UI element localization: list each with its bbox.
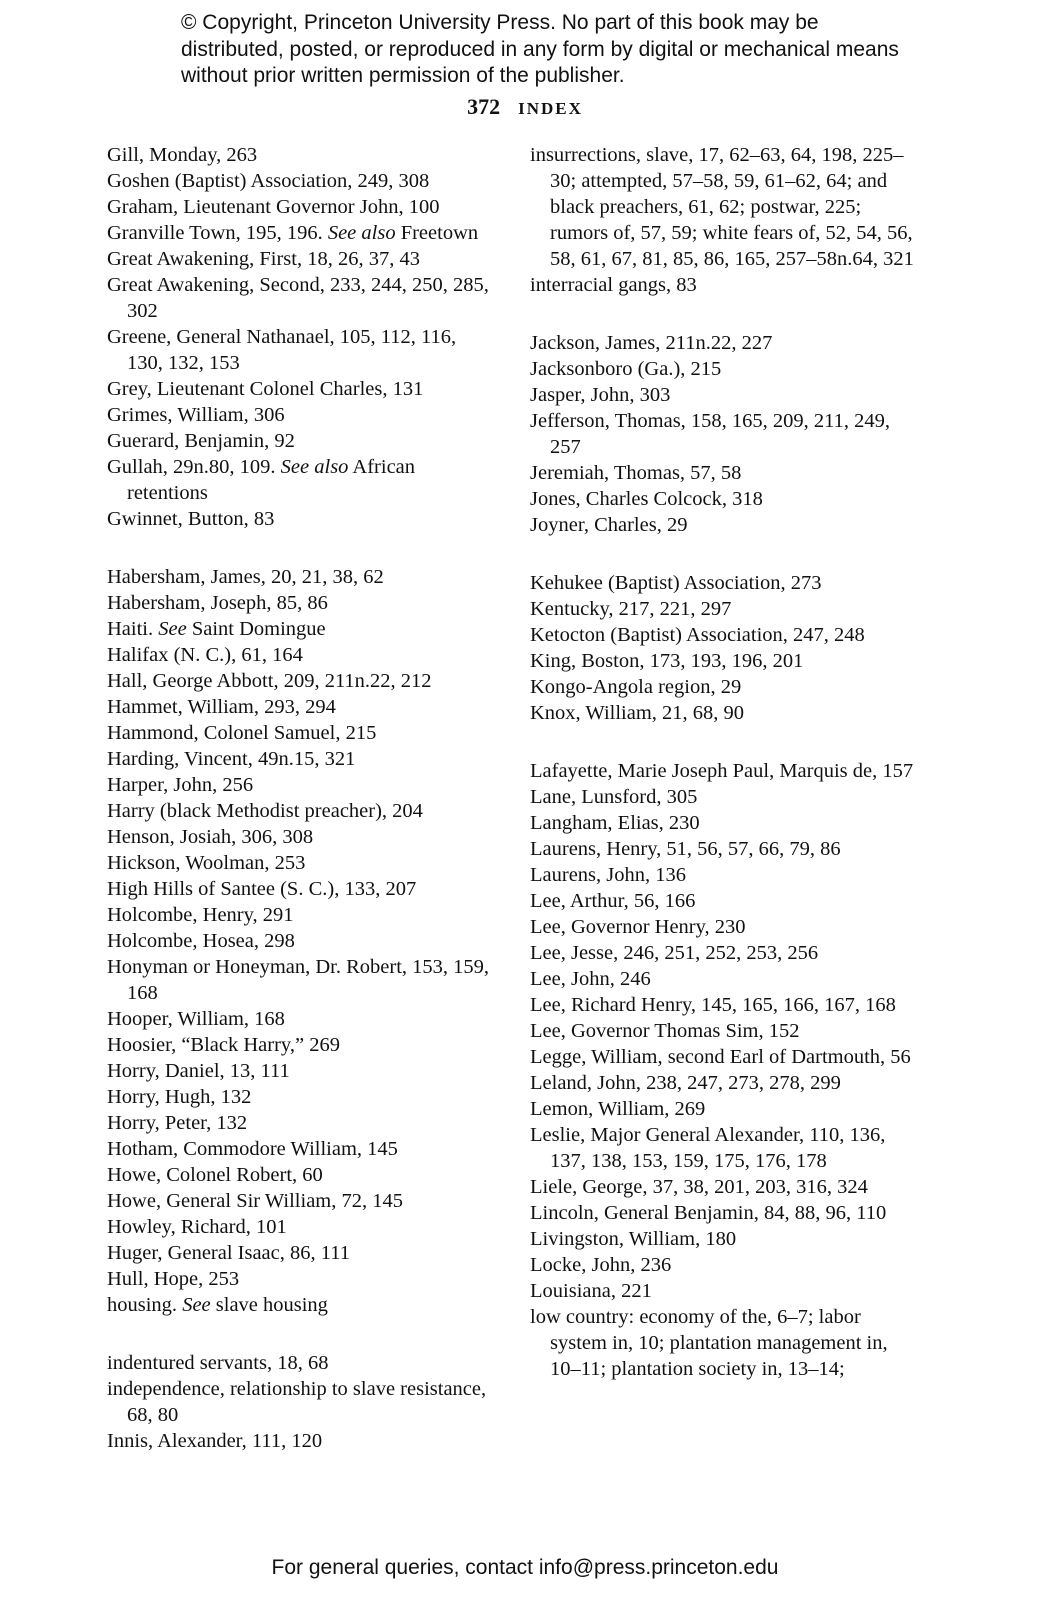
index-entry: Graham, Lieutenant Governor John, 100	[107, 196, 440, 218]
index-entry: Horry, Hugh, 132	[107, 1086, 252, 1108]
index-entry: Granville Town, 195, 196. See also Freetown	[107, 222, 479, 244]
index-entry: Lemon, William, 269	[530, 1098, 706, 1120]
index-entry: Lee, Arthur, 56, 166	[530, 890, 696, 912]
index-entry: Langham, Elias, 230	[530, 812, 700, 834]
index-section-g	[107, 142, 497, 532]
index-entry: Habersham, James, 20, 21, 38, 62	[107, 566, 384, 588]
index-section-h	[107, 564, 497, 1318]
index-entry: indentured servants, 18, 68	[107, 1352, 329, 1374]
index-entry: independence, relationship to slave resistance, 68, 80	[107, 1378, 487, 1426]
index-section-i-continued	[530, 142, 922, 298]
index-column-right	[530, 142, 922, 1382]
index-entry: King, Boston, 173, 193, 196, 201	[530, 650, 804, 672]
cross-reference: See	[158, 618, 187, 640]
index-entry: Habersham, Joseph, 85, 86	[107, 592, 328, 614]
index-entry: Great Awakening, Second, 233, 244, 250, 285, 302	[107, 274, 489, 322]
index-entry: Howley, Richard, 101	[107, 1216, 287, 1238]
index-entry: Joyner, Charles, 29	[530, 514, 688, 536]
index-entry: Ketocton (Baptist) Association, 247, 248	[530, 624, 865, 646]
index-entry: Jefferson, Thomas, 158, 165, 209, 211, 249, 257	[530, 410, 891, 458]
index-entry: Hotham, Commodore William, 145	[107, 1138, 398, 1160]
index-entry: Kentucky, 217, 221, 297	[530, 598, 732, 620]
index-entry: Kongo-Angola region, 29	[530, 676, 742, 698]
index-entry: Leslie, Major General Alexander, 110, 136, 137, 138, 153, 159, 175, 176, 178	[530, 1124, 886, 1172]
index-entry: Kehukee (Baptist) Association, 273	[530, 572, 822, 594]
index-entry: Louisiana, 221	[530, 1280, 652, 1302]
index-section-j	[530, 330, 922, 538]
copyright-notice: © Copyright, Princeton University Press. No part of this book may be distributed, posted, or reproduced in any form by digital or mechanical means without prior written permission of the publisher.	[181, 11, 899, 87]
index-column-left	[107, 142, 497, 1454]
index-entry: Guerard, Benjamin, 92	[107, 430, 295, 452]
index-entry: Hickson, Woolman, 253	[107, 852, 306, 874]
index-entry: Holcombe, Hosea, 298	[107, 930, 295, 952]
index-entry: Holcombe, Henry, 291	[107, 904, 294, 926]
index-entry: Hammond, Colonel Samuel, 215	[107, 722, 377, 744]
cross-reference: See	[182, 1294, 211, 1316]
index-entry: Knox, William, 21, 68, 90	[530, 702, 745, 724]
index-entry: Howe, General Sir William, 72, 145	[107, 1190, 403, 1212]
index-entry: Goshen (Baptist) Association, 249, 308	[107, 170, 430, 192]
index-entry: Henson, Josiah, 306, 308	[107, 826, 314, 848]
index-entry: Halifax (N. C.), 61, 164	[107, 644, 303, 666]
index-entry: Innis, Alexander, 111, 120	[107, 1430, 323, 1452]
index-entry: Hoosier, “Black Harry,” 269	[107, 1034, 340, 1056]
page-number: 372	[467, 94, 501, 119]
index-entry: Jasper, John, 303	[530, 384, 671, 406]
index-entry: Lee, Governor Henry, 230	[530, 916, 746, 938]
index-entry: Harding, Vincent, 49n.15, 321	[107, 748, 356, 770]
index-entry: Livingston, William, 180	[530, 1228, 737, 1250]
index-entry: Haiti. See Saint Domingue	[107, 618, 326, 640]
index-entry: Harper, John, 256	[107, 774, 254, 796]
index-entry: Hammet, William, 293, 294	[107, 696, 336, 718]
page-title: INDEX	[518, 99, 583, 118]
index-entry: housing. See slave housing	[107, 1294, 328, 1316]
index-entry: Lee, John, 246	[530, 968, 651, 990]
index-entry: Harry (black Methodist preacher), 204	[107, 800, 423, 822]
index-entry: Hull, Hope, 253	[107, 1268, 240, 1290]
index-entry: Leland, John, 238, 247, 273, 278, 299	[530, 1072, 841, 1094]
index-entry: Jones, Charles Colcock, 318	[530, 488, 763, 510]
index-entry: Jackson, James, 211n.22, 227	[530, 332, 773, 354]
index-entry: insurrections, slave, 17, 62–63, 64, 198, 225–30; attempted, 57–58, 59, 61–62, 64; and black preachers, 61, 62; postwar, 225; rumors of, 57, 59; white fears of, 52, 54, 56, 58, 61, 67, 81, 85, 86, 165, 257–58n.64, 321	[530, 144, 914, 270]
index-entry: Hall, George Abbott, 209, 211n.22, 212	[107, 670, 432, 692]
index-entry: Lee, Governor Thomas Sim, 152	[530, 1020, 800, 1042]
index-entry: interracial gangs, 83	[530, 274, 697, 296]
running-header	[0, 94, 1050, 120]
index-entry: Hooper, William, 168	[107, 1008, 285, 1030]
index-entry: Lee, Jesse, 246, 251, 252, 253, 256	[530, 942, 819, 964]
index-entry: Lafayette, Marie Joseph Paul, Marquis de, 157	[530, 760, 914, 782]
index-entry: Lincoln, General Benjamin, 84, 88, 96, 110	[530, 1202, 887, 1224]
index-entry: Jeremiah, Thomas, 57, 58	[530, 462, 742, 484]
index-entry: Gullah, 29n.80, 109. See also African retentions	[107, 456, 416, 504]
index-entry: Horry, Daniel, 13, 111	[107, 1060, 290, 1082]
index-entry: Lane, Lunsford, 305	[530, 786, 698, 808]
index-entry: Laurens, John, 136	[530, 864, 687, 886]
index-entry: Lee, Richard Henry, 145, 165, 166, 167, 168	[530, 994, 896, 1016]
index-section-k	[530, 570, 922, 726]
index-entry: High Hills of Santee (S. C.), 133, 207	[107, 878, 417, 900]
index-entry: Greene, General Nathanael, 105, 112, 116, 130, 132, 153	[107, 326, 457, 374]
index-entry: Great Awakening, First, 18, 26, 37, 43	[107, 248, 420, 270]
index-entry: Honyman or Honeyman, Dr. Robert, 153, 159, 168	[107, 956, 490, 1004]
footer-contact: For general queries, contact info@press.princeton.edu	[271, 1556, 779, 1579]
index-entry: Grey, Lieutenant Colonel Charles, 131	[107, 378, 424, 400]
index-entry: Locke, John, 236	[530, 1254, 672, 1276]
index-entry: Howe, Colonel Robert, 60	[107, 1164, 323, 1186]
index-entry: Gwinnet, Button, 83	[107, 508, 275, 530]
index-entry: low country: economy of the, 6–7; labor system in, 10; plantation management in, 10–11; plantation society in, 13–14;	[530, 1306, 888, 1380]
index-entry: Liele, George, 37, 38, 201, 203, 316, 324	[530, 1176, 868, 1198]
index-entry: Laurens, Henry, 51, 56, 57, 66, 79, 86	[530, 838, 841, 860]
index-entry: Gill, Monday, 263	[107, 144, 258, 166]
index-entry: Legge, William, second Earl of Dartmouth, 56	[530, 1046, 911, 1068]
index-entry: Horry, Peter, 132	[107, 1112, 248, 1134]
index-section-l	[530, 758, 922, 1382]
cross-reference: See also	[280, 456, 349, 478]
index-entry: Huger, General Isaac, 86, 111	[107, 1242, 350, 1264]
cross-reference: See also	[327, 222, 396, 244]
index-section-i	[107, 1350, 497, 1454]
index-entry: Grimes, William, 306	[107, 404, 285, 426]
index-entry: Jacksonboro (Ga.), 215	[530, 358, 722, 380]
